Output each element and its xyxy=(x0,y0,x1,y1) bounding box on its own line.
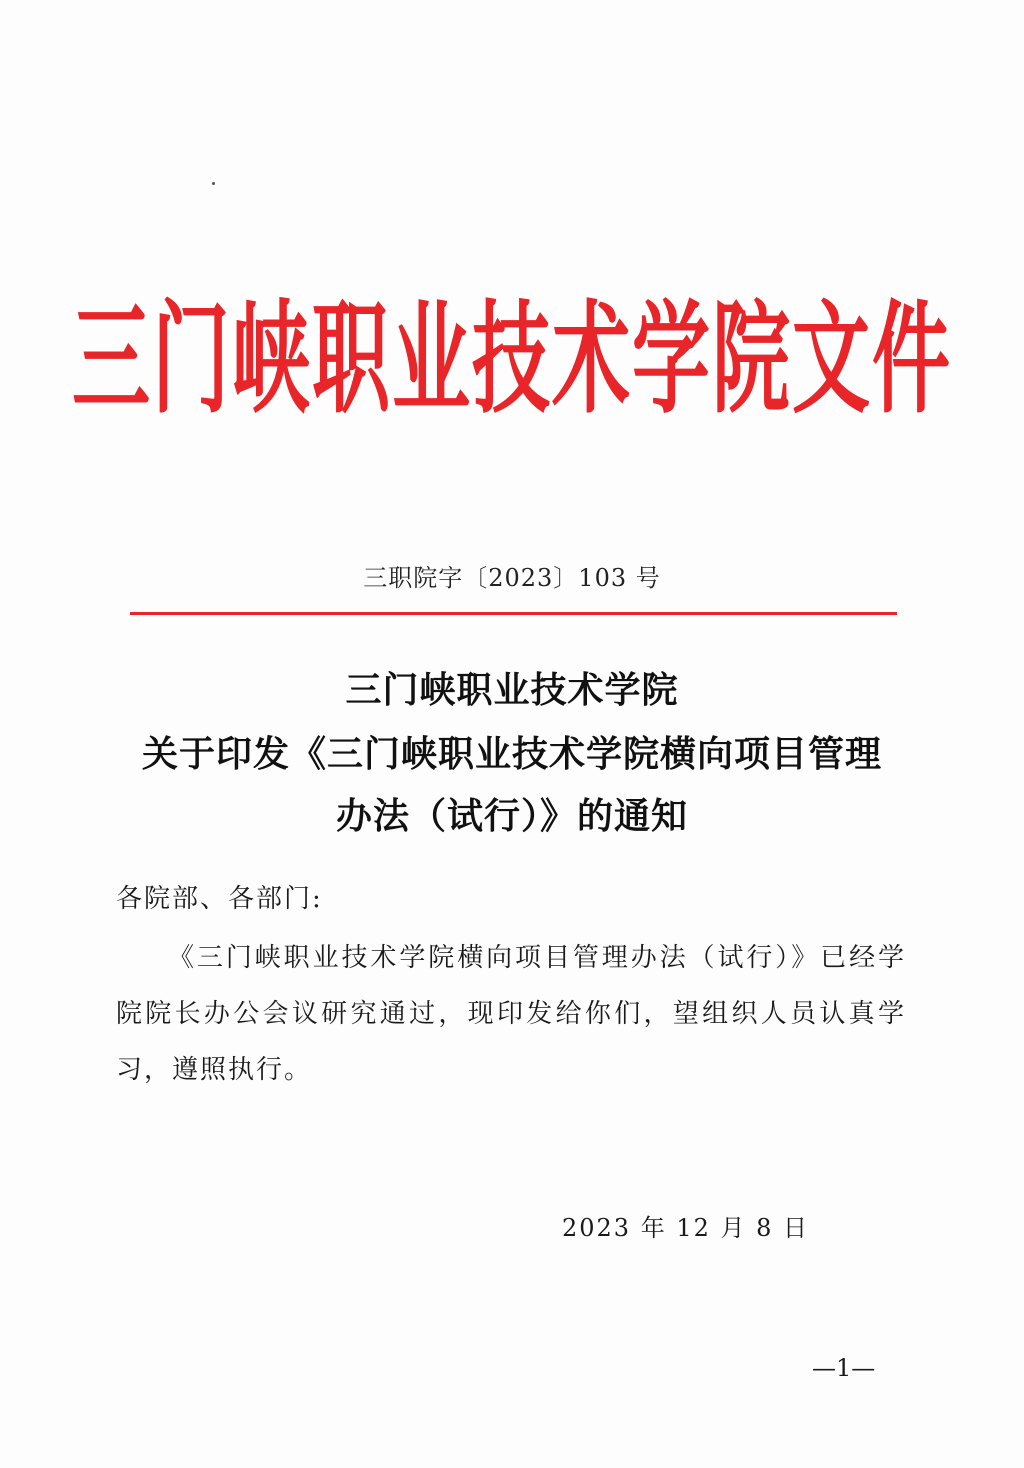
title-line-2: 关于印发《三门峡职业技术学院横向项目管理 xyxy=(141,734,882,775)
salutation: 各院部、各部门: xyxy=(116,884,323,914)
document-number: 三职院字〔2023〕103 号 xyxy=(363,564,661,592)
red-divider-line xyxy=(130,612,897,615)
speck-mark xyxy=(212,182,215,185)
title-line-3: 办法（试行）》的通知 xyxy=(335,796,688,837)
body-paragraph: 《三门峡职业技术学院横向项目管理办法（试行）》已经学院院长办公会议研究通过，现印发给你们，望组织人员认真学习，遵照执行。 xyxy=(116,943,906,1085)
page-number: —1— xyxy=(812,1354,876,1382)
issue-date: 2023 年 12 月 8 日 xyxy=(562,1214,810,1242)
document-header: 三门峡职业技术学院文件 xyxy=(71,290,952,431)
title-line-1: 三门峡职业技术学院 xyxy=(345,670,679,711)
